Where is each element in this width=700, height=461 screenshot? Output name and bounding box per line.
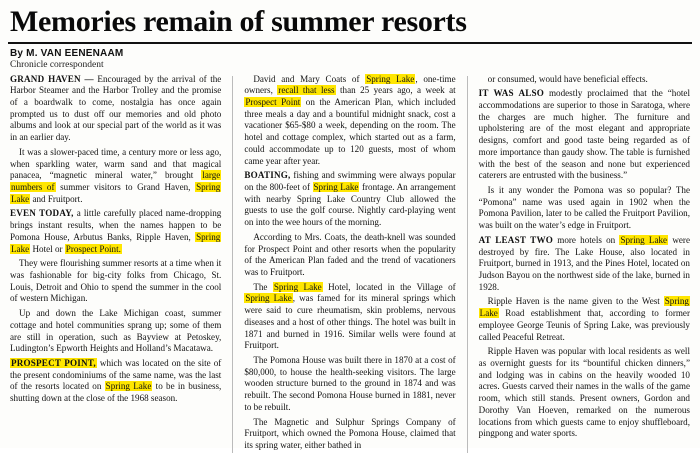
body-text: modestly proclaimed that the “hotel accommodations are superior to those in Saratoga, where the charges are much higher. The furniture and upholstering are of the most elegant and appropriate designs, comfort and good taste being regarded as of more importance than gaudy show. The table is furnished with the best of the season and none but experienced caterers are entrusted with the business.” bbox=[478, 88, 690, 181]
article-paragraph bbox=[10, 74, 221, 144]
article-paragraph bbox=[244, 232, 455, 279]
highlighted-text: large numbers of bbox=[11, 170, 221, 192]
paragraph-leadin: IT WAS ALSO bbox=[478, 88, 545, 99]
highlighted-text: Spring Lake bbox=[366, 73, 415, 84]
body-text: The bbox=[253, 281, 273, 292]
article-paragraph bbox=[479, 74, 690, 86]
highlighted-text: Spring Lake bbox=[273, 281, 322, 292]
paragraph-leadin: AT LEAST TWO bbox=[478, 234, 554, 245]
body-text: The Pomona House was built there in 1870 at a cost of $80,000, to house the health-seeking visitors. The large wooden structure burned to the ground in 1874 and was rebuilt. The second Pomona House burned in 1881, never to be rebuilt. bbox=[244, 355, 456, 412]
body-text: Up and down the Lake Michigan coast, summer cottage and hotel communities sprang up; some of them are still in operation, such as Bayview at Petoskey, Ludington’s Epworth Heights and Holland’s Macatawa. bbox=[10, 308, 222, 354]
page-title: Memories remain of summer resorts bbox=[10, 5, 467, 38]
article-paragraph bbox=[244, 355, 455, 414]
body-text: Hotel or bbox=[30, 243, 65, 254]
highlighted-text: Spring Lake bbox=[313, 181, 359, 192]
body-text: It was a slower-paced time, a century more or less ago, when sparkling water, warm sand and that magical panacea, “magnetic mineral water,” brought bbox=[10, 146, 222, 181]
body-text: Road establishment that, according to former employee George Teunis of Spring Lake, was previously called Peaceful Retreat. bbox=[478, 308, 690, 342]
article-paragraph bbox=[10, 258, 221, 305]
body-text: Is it any wonder the Pomona was so popular? The “Pomona” name was used again in 1902 when the Pomona Pavilion, later to be called the Fruitport Pavilion, was built on the water’s edge in Fruitport. bbox=[478, 184, 690, 231]
article-paragraph bbox=[10, 358, 221, 405]
body-text: , was famed for its mineral springs which were said to cure rheumatism, skin problems, nervous diseases and a host of other things. The hotel was built in 1871 and burned in 1916. Similar wells were found at Fruitport. bbox=[244, 293, 456, 351]
byline-subtitle: Chronicle correspondent bbox=[10, 59, 104, 70]
body-text: than 25 years ago, a week at bbox=[335, 85, 456, 96]
paragraph-leadin: PROSPECT POINT, bbox=[11, 358, 96, 369]
paragraph-leadin: BOATING, bbox=[244, 170, 291, 181]
body-text: Ripple Haven was popular with local residents as well as overnight guests for its “bountiful chicken dinners,” and lodging was in cabins on the heavily wooded 10 acres. Guests carved their names in the walls of the game room, which still stands. Present owners, Gordon and Dorothy Van Hoeven, remarked on the numerous locations from which guests came to enjoy shuffleboard, pingpong and water sports. bbox=[478, 346, 690, 439]
body-text: and Fruitport. bbox=[30, 193, 83, 204]
article-paragraph bbox=[479, 296, 690, 343]
body-text: on the American Plan, which included three meals a day and a bountiful midnight snack, cost a vacationer $65-$80 a week, depending on the room. The hotel and cottage complex, which started out as a farm, could accommodate up to 120 guests, most of whom came year after year. bbox=[244, 96, 456, 166]
body-text: more hotels on bbox=[553, 234, 620, 245]
article-paragraph bbox=[479, 346, 690, 440]
body-text: Ripple Haven is the name given to the West bbox=[487, 296, 664, 307]
body-text: a little carefully placed name-dropping brings instant results, when the names happen to be Pomona House, Arbutus Banks, Ripple Haven, bbox=[10, 208, 222, 242]
paragraph-leadin: EVEN TODAY, bbox=[10, 208, 74, 219]
article-paragraph bbox=[10, 208, 221, 255]
body-text: Encouraged by the arrival of the Harbor Steamer and the Harbor Trolley and the promise of a boardwalk to come, nostalgia has once again prompted us to dust off our memories and old photo albums and look at our special part of the world as it was in an earlier day. bbox=[10, 73, 222, 143]
highlighted-text: Spring Lake bbox=[620, 234, 668, 245]
headline-divider bbox=[8, 42, 692, 44]
highlighted-text: recall that less bbox=[278, 85, 335, 96]
article-paragraph bbox=[244, 170, 455, 229]
body-text: which was located on the site of the present condominiums of the same name, was the last of the resorts located on bbox=[10, 358, 222, 392]
column-divider bbox=[232, 76, 233, 453]
article-paragraph bbox=[244, 417, 455, 452]
body-text: were destroyed by fire. The Lake House, also located in Fruitport, burned in 1913, and the Pines Hotel, located on Judson Bayou on the northwest side of the lake, burned in 1928. bbox=[478, 234, 690, 292]
article-column-2 bbox=[244, 74, 455, 455]
body-text: The Magnetic and Sulphur Springs Company of Fruitport, which owned the Pomona House, claimed that its spring water, either bathed in bbox=[244, 416, 456, 451]
highlighted-text: Prospect Point bbox=[245, 96, 301, 107]
article-paragraph bbox=[479, 185, 690, 232]
body-text: , one-time owners, bbox=[244, 73, 456, 96]
body-text: to be in business, shutting down at the close of the 1968 season. bbox=[10, 381, 222, 404]
body-text: or consumed, would have beneficial effects. bbox=[487, 73, 648, 84]
body-text: fishing and swimming were always popular on the 800-feet of bbox=[244, 170, 456, 192]
body-text: They were flourishing summer resorts at a time when it was fashionable for big-city folks from Chicago, St. Louis, Detroit and Ohio to spend the summer in the cool of western Michigan. bbox=[10, 258, 222, 304]
column-divider bbox=[467, 76, 468, 453]
highlighted-text: Spring Lake bbox=[11, 181, 221, 204]
highlighted-text: Spring Lake bbox=[11, 231, 221, 254]
article-paragraph bbox=[244, 74, 455, 168]
paragraph-leadin: GRAND HAVEN — bbox=[10, 73, 94, 84]
highlighted-text: Spring Lake bbox=[105, 381, 152, 392]
highlighted-text: Prospect Point. bbox=[65, 243, 121, 254]
article-paragraph bbox=[10, 147, 221, 206]
body-text: According to Mrs. Coats, the death-knell was sounded for Prospect Point and other resorts when the popularity of the American Plan faded and the trend of vacationers was to Fruitport. bbox=[244, 231, 456, 277]
article-column-1 bbox=[10, 74, 221, 408]
body-text: David and Mary Coats of bbox=[253, 73, 366, 84]
article-paragraph bbox=[479, 88, 690, 182]
article-column-3 bbox=[479, 74, 690, 444]
body-text: frontage. An arrangement with nearby Spring Lake Country Club allowed the guests to use the golf course. Nightly card-playing went on into the wee hours of the morning. bbox=[244, 181, 456, 228]
highlighted-text: Spring Lake bbox=[245, 293, 292, 304]
highlighted-text: Spring Lake bbox=[479, 296, 689, 319]
article-paragraph bbox=[479, 235, 690, 294]
article-paragraph bbox=[244, 282, 455, 352]
article-paragraph bbox=[10, 308, 221, 355]
body-text: summer visitors to Grand Haven, bbox=[55, 181, 196, 192]
byline: By M. VAN EENENAAM bbox=[10, 47, 124, 59]
body-text: Hotel, located in the Village of bbox=[322, 281, 456, 292]
article-columns bbox=[0, 74, 700, 461]
